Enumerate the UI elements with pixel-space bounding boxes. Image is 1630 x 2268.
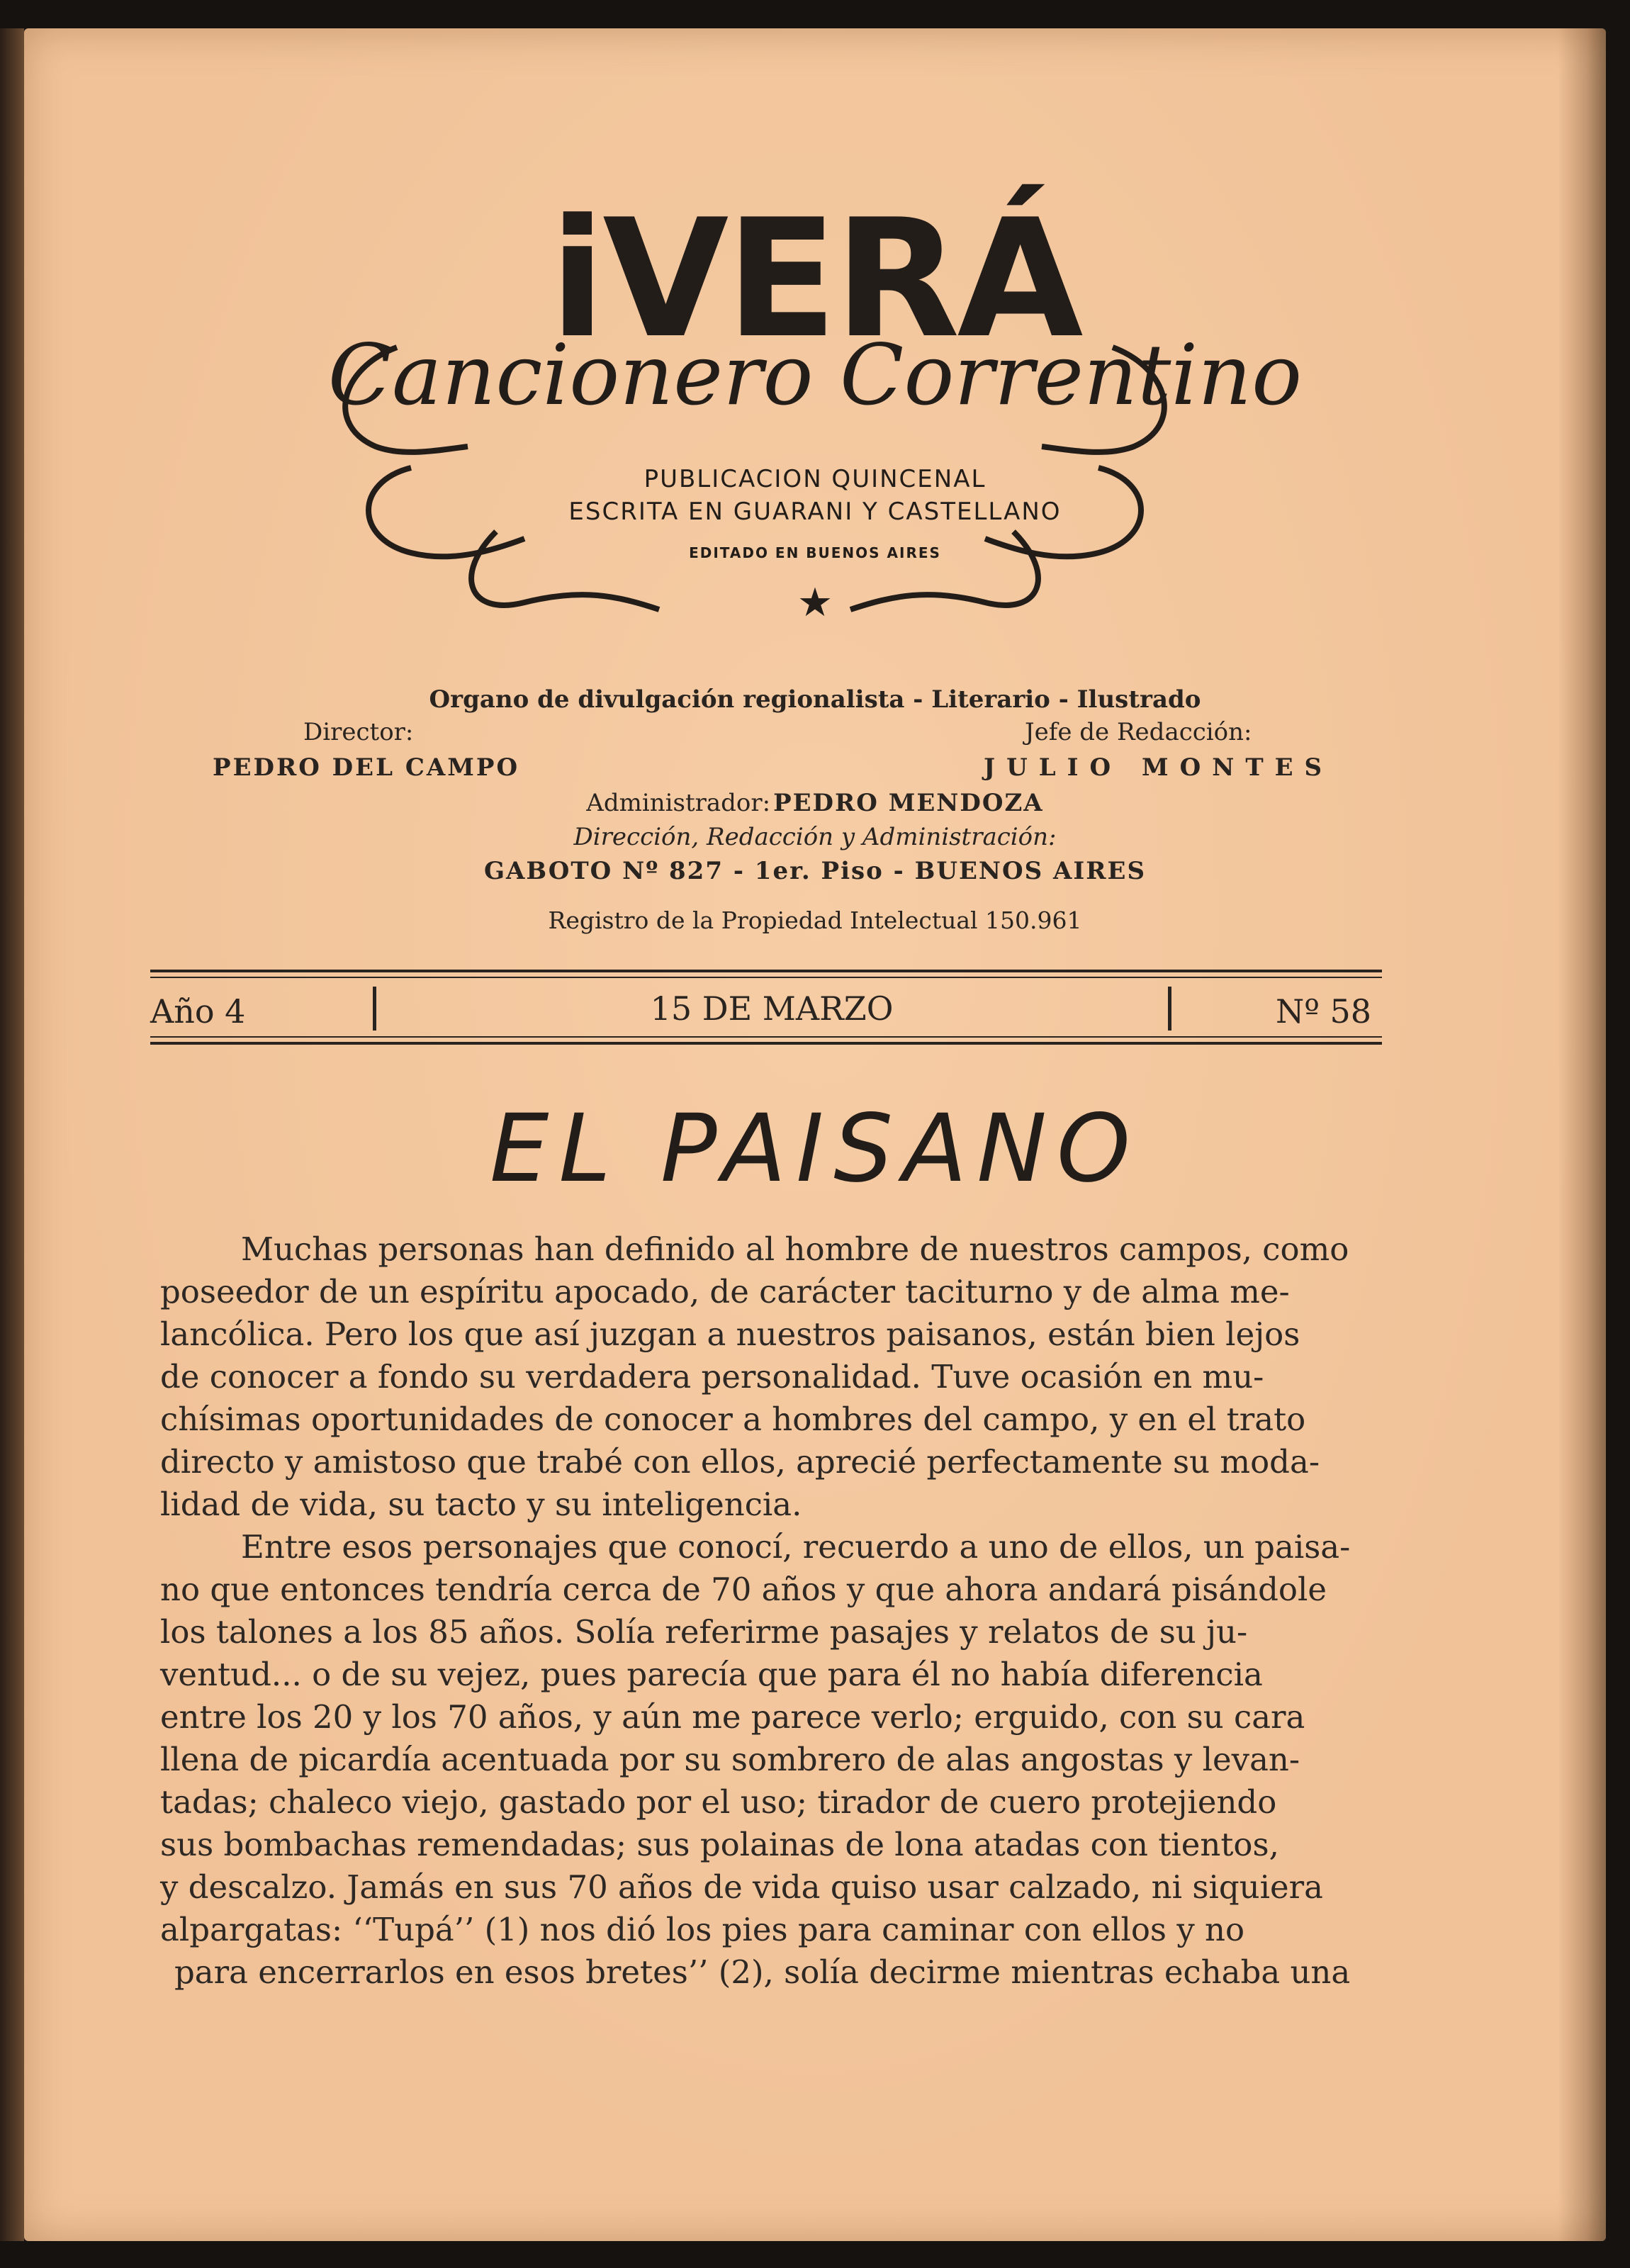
logo-subtitle-script: Cancionero Correntino (327, 326, 1303, 424)
issue-divider-right (1168, 987, 1171, 1031)
article-line: entre los 20 y los 70 años, y aún me parece verlo; erguido, con su cara (160, 1698, 1305, 1736)
administrator-line (0, 791, 1630, 815)
logo-title: iVERÁ (549, 185, 1081, 374)
article-line: chísimas oportunidades de conocer a hombres del campo, y en el trato (160, 1400, 1306, 1438)
article-line: lancólica. Pero los que así juzgan a nuestros paisanos, están bien lejos (160, 1315, 1300, 1353)
logo-publication-line: PUBLICACION QUINCENAL (643, 465, 987, 493)
article-line: lidad de vida, su tacto y su inteligencia. (160, 1486, 802, 1523)
chief-editor-label: Jefe de Redacción: (1025, 718, 1252, 746)
article-line: no que entonces tendría cerca de 70 años y que ahora andará pisándole (160, 1571, 1327, 1608)
administrator-label: Administrador: (586, 789, 771, 817)
director-label: Director: (303, 718, 414, 746)
issue-number: Nº 58 (1276, 992, 1372, 1031)
article-line: para encerrarlos en esos bretes’’ (2), solía decirme mientras echaba una (174, 1953, 1351, 1991)
article-line: los talones a los 85 años. Solía referirme pasajes y relatos de su ju- (160, 1613, 1248, 1651)
registry-line: Registro de la Propiedad Intelectual 150.961 (548, 906, 1082, 934)
director-name: PEDRO DEL CAMPO (213, 753, 520, 782)
logo-language-line: ESCRITA EN GUARANI Y CASTELLANO (568, 498, 1062, 526)
article-line: y descalzo. Jamás en sus 70 años de vida quiso usar calzado, ni siquiera (160, 1868, 1323, 1906)
article-line: sus bombachas remendadas; sus polainas de lona atadas con tientos, (160, 1826, 1279, 1863)
article-line: alpargatas: ‘‘Tupá’’ (1) nos dió los pies para caminar con ellos y no (160, 1911, 1245, 1948)
article-title: EL PAISANO (490, 1094, 1140, 1203)
issue-rule-bottom-thin (150, 1036, 1382, 1038)
address-label: Dirección, Redacción y Administración: (573, 823, 1057, 851)
article-line: Entre esos personajes que conocí, recuerdo a uno de ellos, un paisa- (241, 1528, 1351, 1566)
logo-edition-line: EDITADO EN BUENOS AIRES (689, 544, 941, 561)
issue-date: 15 DE MARZO (650, 989, 894, 1028)
administrator-name: PEDRO MENDOZA (773, 789, 1044, 817)
issue-year: Año 4 (150, 992, 246, 1031)
article-line: de conocer a fondo su verdadera personalidad. Tuve ocasión en mu- (160, 1358, 1264, 1396)
article-line: Muchas personas han definido al hombre de nuestros campos, como (241, 1230, 1349, 1268)
issue-rule-bottom (150, 1042, 1382, 1045)
star-icon: ★ (797, 580, 833, 626)
article-line: directo y amistoso que trabé con ellos, aprecié perfectamente su moda- (160, 1443, 1320, 1481)
issue-rule-top-thin (150, 977, 1382, 978)
chief-editor-name: JULIO MONTES (984, 753, 1334, 782)
issue-rule-top (150, 970, 1382, 972)
article-line: tadas; chaleco viejo, gastado por el uso; tirador de cuero protejiendo (160, 1783, 1277, 1821)
address-line: GABOTO Nº 827 - 1er. Piso - BUENOS AIRES (483, 857, 1147, 885)
article-line: poseedor de un espíritu apocado, de carácter taciturno y de alma me- (160, 1273, 1290, 1310)
organ-line: Organo de divulgación regionalista - Literario - Ilustrado (429, 685, 1201, 714)
article-line: llena de picardía acentuada por su sombrero de alas angostas y levan- (160, 1741, 1300, 1778)
article-line: ventud... o de su vejez, pues parecía que para él no había diferencia (160, 1656, 1263, 1693)
